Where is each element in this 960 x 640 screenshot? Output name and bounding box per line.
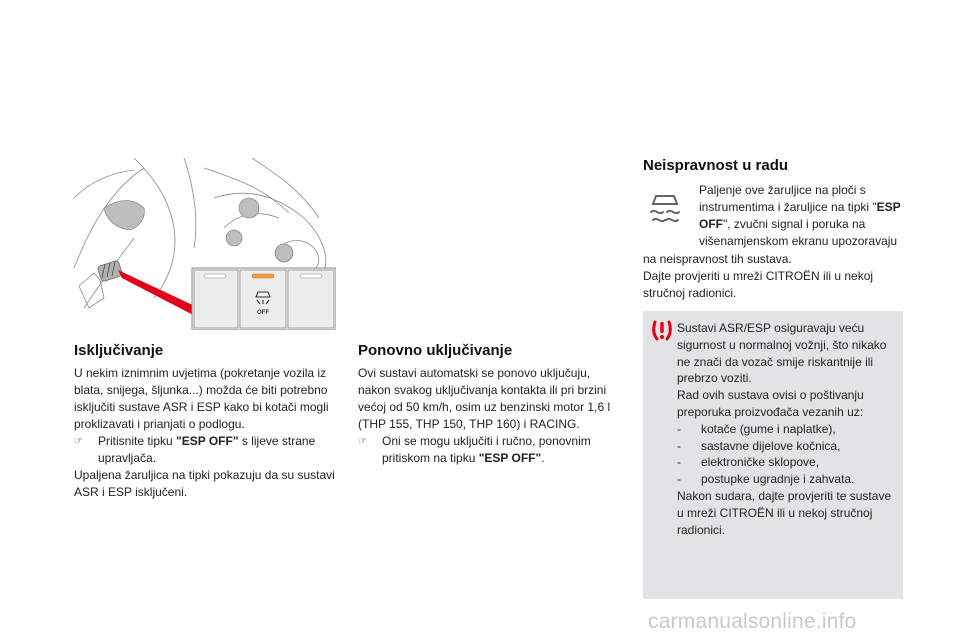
- malfunction-continued: na neispravnost tih sustava. Dajte provjeriti u mreži CITROËN ili u nekoj stručnoj radionici.: [643, 251, 905, 302]
- pointer-wedge: [118, 270, 199, 318]
- notice-paragraph-3: Nakon sudara, dajte provjeriti te sustave u mreži CITROËN ili u nekoj stručnoj radionici.: [677, 488, 892, 537]
- esp-off-key: ESP OFF: [699, 200, 901, 231]
- notice-paragraph-2: Rad ovih sustava ovisi o poštivanju preporuka proizvođača vezanih uz:: [677, 388, 864, 419]
- dashboard-illustration: [74, 158, 336, 330]
- list-item: - elektroničke sklopove,: [677, 455, 820, 470]
- section-title-reactivation: Ponovno uključivanje: [358, 342, 513, 359]
- esp-button-drawing: [74, 158, 336, 330]
- notice-paragraph-1: Sustavi ASR/ESP osiguravaju veću sigurnost u normalnoj vožnji, što nikako ne znači da vozač smije riskantnije ili prebrzo voziti.: [677, 321, 887, 386]
- section-title-deactivation: Isključivanje: [74, 342, 164, 359]
- reactivation-text: [358, 365, 624, 467]
- esp-warning-lamp-icon: [645, 190, 685, 226]
- off-label: OFF: [257, 310, 269, 316]
- malfunction-advice: Dajte provjeriti u mreži CITROËN ili u nekoj stručnoj radionici.: [643, 269, 874, 300]
- switch-panel: [192, 268, 336, 330]
- deactivation-bullet: ☞ Pritisnite tipku "ESP OFF" s lijeve strane upravljača.: [74, 434, 316, 465]
- section-title-malfunction: Neispravnost u radu: [643, 157, 789, 174]
- safety-notice-text: [677, 320, 895, 538]
- list-item: - kotače (gume i naplatke),: [677, 421, 836, 436]
- reactivation-bullet: ☞ Oni se mogu uključiti i ručno, ponovnim pritiskom na tipku "ESP OFF".: [358, 434, 591, 465]
- bullet-arrow-icon: ☞: [358, 436, 367, 447]
- esp-off-key: "ESP OFF": [478, 451, 542, 465]
- exclamation-icon: [651, 319, 673, 341]
- esp-off-key: "ESP OFF": [176, 434, 239, 448]
- safety-notice-box: [643, 311, 903, 599]
- watermark: carmanualsonline.info: [648, 610, 857, 633]
- malfunction-description: Paljenje ove žaruljice na ploči s instrumentima i žaruljice na tipki "ESP OFF", zvučni signal i poruka na višenamjenskom ekranu upozoravaju: [699, 183, 901, 248]
- list-item: - postupke ugradnje i zahvata.: [677, 472, 855, 487]
- reactivation-intro: Ovi sustavi automatski se ponovo uključuju, nakon svakog uključivanja kontakta ili pri brzini većoj od 50 km/h, osim uz benzinski motor 1,6 l (THP 155, THP 150, THP 160) i RACING.: [358, 366, 611, 431]
- deactivation-outro: Upaljena žaruljica na tipki pokazuju da su sustavi ASR i ESP isključeni.: [74, 468, 335, 499]
- bullet-arrow-icon: ☞: [74, 436, 83, 447]
- deactivation-intro: U nekim iznimnim uvjetima (pokretanje vozila iz blata, snijega, šljunka...) možda će biti potrebno isključiti sustave ASR i ESP kako bi kotači mogli proklizavati i prianjati o podlogu.: [74, 366, 329, 431]
- deactivation-text: [74, 365, 336, 501]
- list-item: - sastavne dijelove kočnica,: [677, 438, 841, 453]
